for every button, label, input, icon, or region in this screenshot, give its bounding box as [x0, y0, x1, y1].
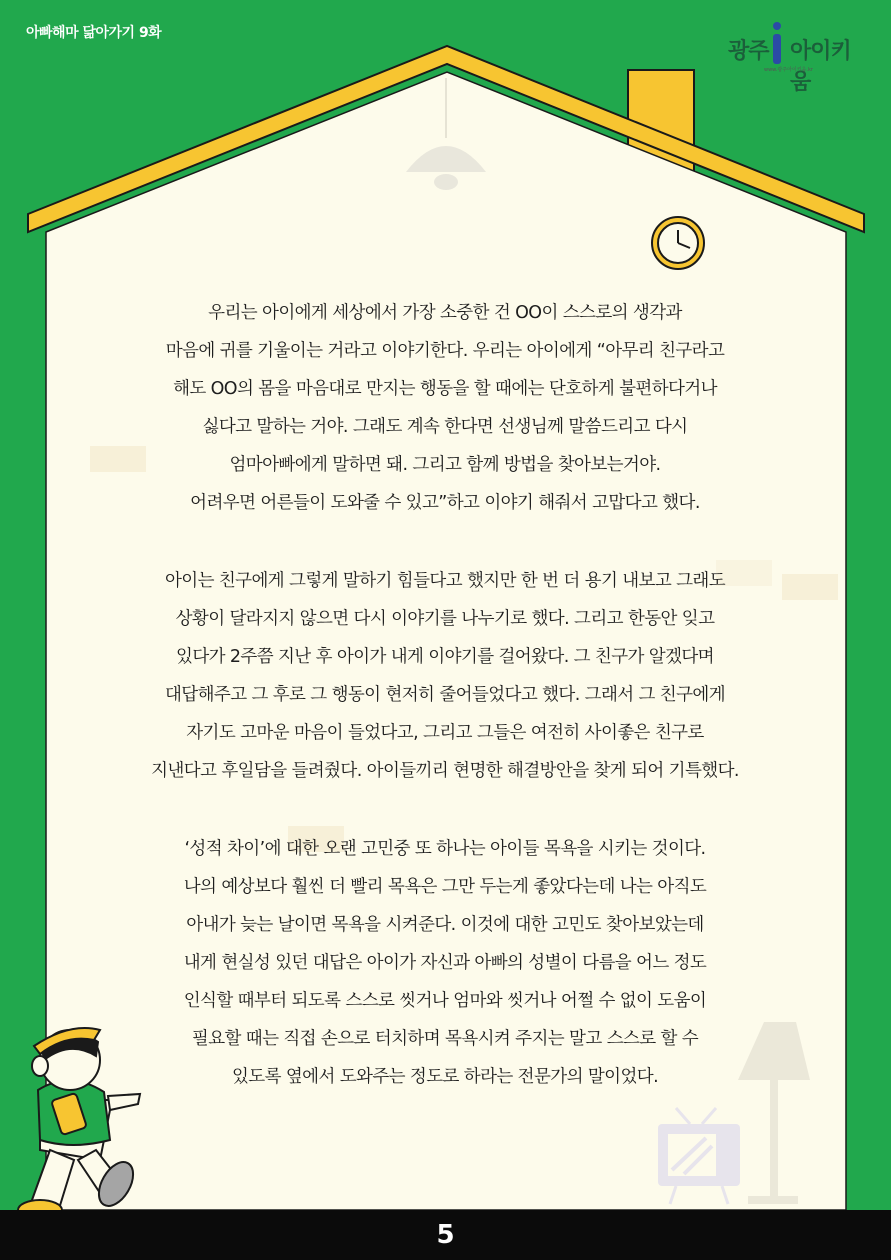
text-line: 어려우면 어른들이 도와줄 수 있고”하고 이야기 해줘서 고맙다고 했다. — [190, 493, 700, 513]
clock-icon — [652, 217, 704, 269]
text-line: 있다가 2주쯤 지난 후 아이가 내게 이야기를 걸어왔다. 그 친구가 알겠다며 — [176, 647, 714, 667]
footer-bar — [0, 1210, 891, 1260]
text-line: ‘성적 차이’에 대한 오랜 고민중 또 하나는 아이들 목욕을 시키는 것이다. — [184, 839, 706, 859]
paragraph — [90, 562, 800, 790]
text-line: 있도록 옆에서 도와주는 정도로 하라는 전문가의 말이었다. — [231, 1067, 659, 1087]
text-line: 엄마아빠에게 말하면 돼. 그리고 함께 방법을 찾아보는거야. — [229, 455, 661, 475]
logo-text-right: 아이키움 — [790, 39, 851, 95]
text-line: 마음에 귀를 기울이는 거라고 이야기한다. 우리는 아이에게 “아무리 친구라고 — [165, 341, 725, 361]
text-line: 나의 예상보다 훨씬 더 빨리 목욕은 그만 두는게 좋았다는데 나는 아직도 — [183, 877, 707, 897]
text-line: 아이는 친구에게 그렇게 말하기 힘들다고 했지만 한 번 더 용기 내보고 그래도 — [164, 571, 726, 591]
logo-text-left: 광주 — [728, 39, 769, 64]
text-line: 필요할 때는 직접 손으로 터치하며 목욕시켜 주지는 말고 스스로 할 수 — [191, 1029, 699, 1049]
paragraph — [90, 294, 800, 522]
text-line: 지낸다고 후일담을 들려줬다. 아이들끼리 현명한 해결방안을 찾게 되어 기특했다. — [151, 761, 739, 781]
text-line: 인식할 때부터 되도록 스스로 씻거나 엄마와 씻거나 어쩔 수 없이 도움이 — [183, 991, 707, 1011]
logo-url: www.광주아이키움.kr — [764, 67, 813, 73]
text-line: 우리는 아이에게 세상에서 가장 소중한 건 OO이 스스로의 생각과 — [208, 303, 682, 323]
logo-i-icon — [772, 22, 782, 66]
text-line: 대답해주고 그 후로 그 행동이 현저히 줄어들었다고 했다. 그래서 그 친구에게 — [164, 685, 726, 705]
text-line: 자기도 고마운 마음이 들었다고, 그리고 그들은 여전히 사이좋은 친구로 — [186, 723, 704, 743]
page-number: 5 — [436, 1220, 455, 1250]
text-line: 아내가 늦는 날이면 목욕을 시켜준다. 이것에 대한 고민도 찾아보았는데 — [186, 915, 704, 935]
paragraph — [90, 830, 800, 1096]
text-line: 상황이 달라지지 않으면 다시 이야기를 나누기로 했다. 그리고 한동안 잊고 — [175, 609, 715, 629]
text-line: 싫다고 말하는 거야. 그래도 계속 한다면 선생님께 말씀드리고 다시 — [202, 417, 688, 437]
logo — [728, 22, 868, 95]
text-line: 해도 OO의 몸을 마음대로 만지는 행동을 할 때에는 단호하게 불편하다거나 — [173, 379, 717, 399]
series-title: 아빠해마 닮아가기 9화 — [26, 25, 162, 41]
article-body — [90, 294, 800, 1136]
text-line: 내게 현실성 있던 대답은 아이가 자신과 아빠의 성별이 다름을 어느 정도 — [183, 953, 707, 973]
